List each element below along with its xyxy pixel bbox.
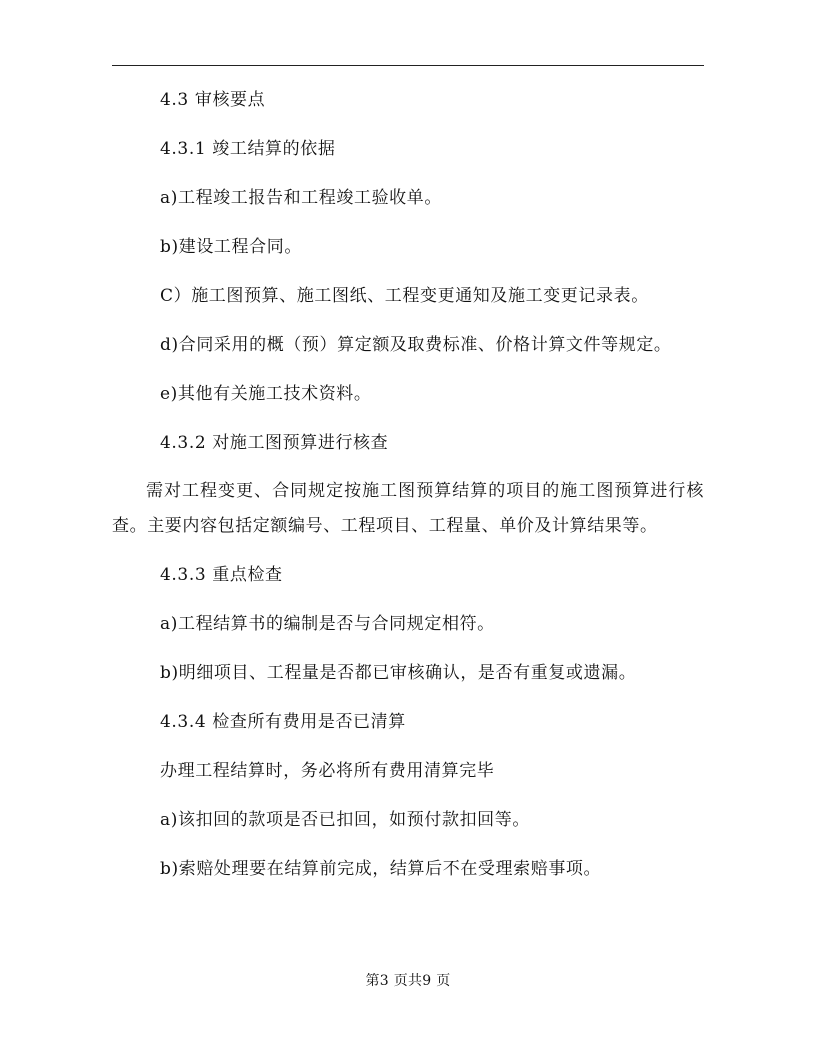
section-heading-4-3-1: 4.3.1 竣工结算的依据 [160, 139, 336, 159]
paragraph-settlement: 办理工程结算时，务必将所有费用清算完毕 [160, 761, 495, 781]
list-item-b-key-check: b)明细项目、工程量是否都已审核确认，是否有重复或遗漏。 [160, 663, 637, 683]
list-item-a-fees: a)该扣回的款项是否已扣回，如预付款扣回等。 [160, 810, 530, 830]
page-number: 第3 页共9 页 [365, 973, 451, 989]
header-rule [112, 65, 704, 66]
list-item-b-fees: b)索赔处理要在结算前完成，结算后不在受理索赔事项。 [160, 859, 602, 879]
section-heading-4-3-3: 4.3.3 重点检查 [160, 565, 283, 585]
list-item-e-basis: e)其他有关施工技术资料。 [160, 384, 372, 404]
list-item-d-basis: d)合同采用的概（预）算定额及取费标准、价格计算文件等规定。 [160, 335, 672, 355]
section-heading-4-3: 4.3 审核要点 [160, 90, 266, 110]
section-heading-4-3-4: 4.3.4 检查所有费用是否已清算 [160, 712, 406, 732]
list-item-c-basis: C）施工图预算、施工图纸、工程变更通知及施工变更记录表。 [160, 286, 649, 306]
list-item-a-basis: a)工程竣工报告和工程竣工验收单。 [160, 188, 442, 208]
list-item-b-basis: b)建设工程合同。 [160, 237, 302, 257]
section-heading-4-3-2: 4.3.2 对施工图预算进行核查 [160, 433, 389, 453]
paragraph-budget-review: 需对工程变更、合同规定按施工图预算结算的项目的施工图预算进行核查。主要内容包括定额编号、工程项目、工程量、单价及计算结果等。 [112, 481, 704, 536]
list-item-a-key-check: a)工程结算书的编制是否与合同规定相符。 [160, 614, 495, 634]
document-body [112, 88, 704, 906]
